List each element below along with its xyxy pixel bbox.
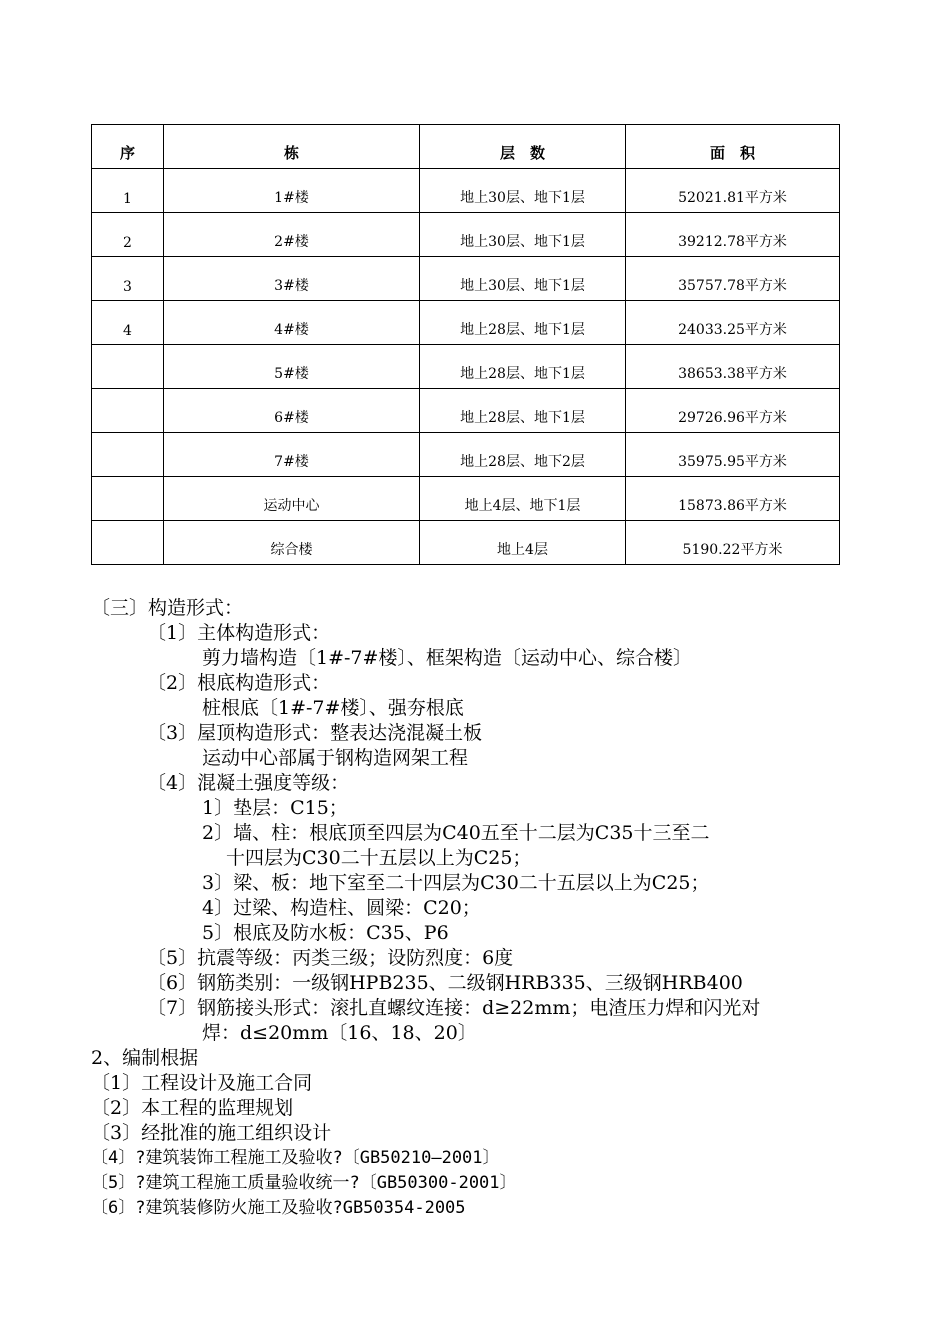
text-line: 2、编制根据 (91, 1047, 199, 1069)
cell-index (92, 433, 164, 477)
table-row (92, 345, 840, 389)
cell-building: 3#楼 (164, 257, 420, 301)
text-line: 〔6〕?建筑装修防火施工及验收?GB50354-2005 (91, 1198, 466, 1218)
header-building: 栋 (164, 125, 420, 169)
text-line: 十四层为C30二十五层以上为C25； (226, 847, 532, 869)
cell-floors: 地上28层、地下1层 (420, 345, 626, 389)
cell-floors: 地上30层、地下1层 (420, 169, 626, 213)
table-row (92, 301, 840, 345)
table-row (92, 389, 840, 433)
cell-area: 15873.86平方米 (626, 477, 840, 521)
cell-index (92, 521, 164, 565)
header-index: 序 (92, 125, 164, 169)
text-line: 4〕过梁、构造柱、圆梁：C20； (202, 897, 481, 919)
text-line: 焊：d≤20mm〔16、18、20〕 (202, 1022, 477, 1044)
cell-area: 39212.78平方米 (626, 213, 840, 257)
cell-building: 6#楼 (164, 389, 420, 433)
cell-building: 1#楼 (164, 169, 420, 213)
cell-area: 52021.81平方米 (626, 169, 840, 213)
cell-building: 综合楼 (164, 521, 420, 565)
text-line: 〔6〕钢筋类别：一级钢HPB235、二级钢HRB335、三级钢HRB400 (147, 972, 743, 994)
cell-area: 35975.95平方米 (626, 433, 840, 477)
text-line: 运动中心部属于钢构造网架工程 (202, 747, 469, 769)
table-row (92, 169, 840, 213)
cell-floors: 地上28层、地下1层 (420, 389, 626, 433)
cell-index: 4 (92, 301, 164, 345)
cell-area: 24033.25平方米 (626, 301, 840, 345)
header-area: 面 积 (626, 125, 840, 169)
text-line: 〔3〕屋顶构造形式：整表达浇混凝土板 (147, 722, 483, 744)
cell-building: 运动中心 (164, 477, 420, 521)
text-line: 〔2〕本工程的监理规划 (91, 1097, 294, 1119)
table-row (92, 257, 840, 301)
text-line: 〔7〕钢筋接头形式：滚扎直螺纹连接：d≥22mm；电渣压力焊和闪光对 (147, 997, 761, 1019)
cell-floors: 地上30层、地下1层 (420, 257, 626, 301)
cell-area: 35757.78平方米 (626, 257, 840, 301)
cell-floors: 地上28层、地下2层 (420, 433, 626, 477)
cell-area: 5190.22平方米 (626, 521, 840, 565)
cell-building: 2#楼 (164, 213, 420, 257)
text-line: 〔3〕经批准的施工组织设计 (91, 1122, 332, 1144)
text-line: 2〕墙、柱：根底顶至四层为C40五至十二层为C35十三至二 (202, 822, 710, 844)
text-line: 〔1〕工程设计及施工合同 (91, 1072, 313, 1094)
text-line: 1〕垫层：C15； (202, 797, 348, 819)
table-row (92, 521, 840, 565)
cell-index (92, 389, 164, 433)
header-floors: 层 数 (420, 125, 626, 169)
table-row (92, 213, 840, 257)
cell-index (92, 477, 164, 521)
cell-floors: 地上28层、地下1层 (420, 301, 626, 345)
text-line: 3〕梁、板：地下室至二十四层为C30二十五层以上为C25； (202, 872, 710, 894)
text-line: 5〕根底及防水板：C35、P6 (202, 922, 449, 944)
text-line: 〔4〕混凝土强度等级： (147, 772, 350, 794)
cell-building: 5#楼 (164, 345, 420, 389)
building-table (91, 124, 840, 565)
cell-floors: 地上30层、地下1层 (420, 213, 626, 257)
cell-index: 1 (92, 169, 164, 213)
text-line: 〔5〕抗震等级：丙类三级；设防烈度：6度 (147, 947, 514, 969)
cell-index: 3 (92, 257, 164, 301)
cell-floors: 地上4层、地下1层 (420, 477, 626, 521)
cell-building: 7#楼 (164, 433, 420, 477)
text-line: 〔5〕?建筑工程施工质量验收统一?〔GB50300-2001〕 (91, 1173, 517, 1193)
table-header-row (92, 125, 840, 169)
body-text (0, 596, 950, 1221)
table-row (92, 433, 840, 477)
cell-area: 29726.96平方米 (626, 389, 840, 433)
text-line: 〔4〕?建筑装饰工程施工及验收?〔GB50210—2001〕 (91, 1148, 500, 1168)
cell-floors: 地上4层 (420, 521, 626, 565)
table-row (92, 477, 840, 521)
cell-index (92, 345, 164, 389)
text-line: 〔三〕构造形式： (91, 597, 244, 619)
text-line: 桩根底〔1#-7#楼〕、强夯根底 (202, 697, 464, 719)
cell-index: 2 (92, 213, 164, 257)
cell-area: 38653.38平方米 (626, 345, 840, 389)
text-line: 剪力墙构造〔1#-7#楼〕、框架构造〔运动中心、综合楼〕 (202, 647, 692, 669)
cell-building: 4#楼 (164, 301, 420, 345)
text-line: 〔1〕主体构造形式： (147, 622, 331, 644)
text-line: 〔2〕根底构造形式： (147, 672, 331, 694)
